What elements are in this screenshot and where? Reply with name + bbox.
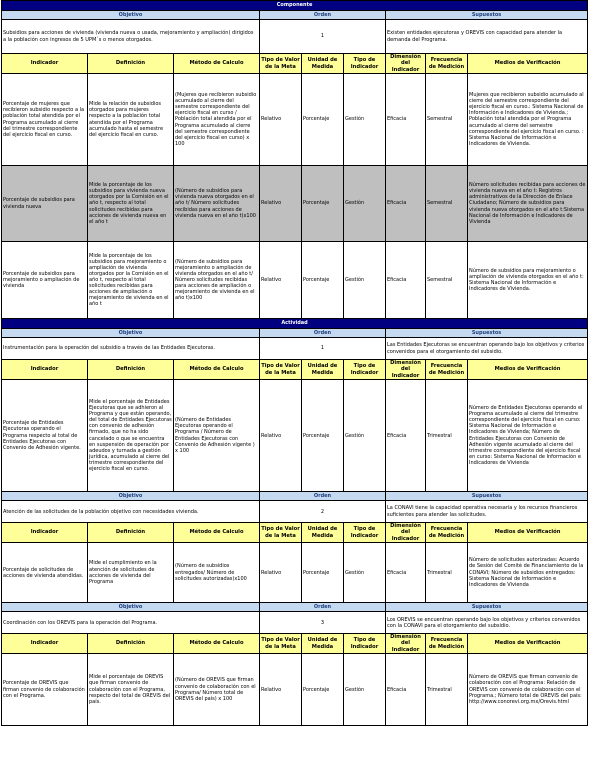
cell-tipo: Relativo	[260, 654, 302, 726]
col-header-medios: Medios de Verificación	[468, 634, 588, 654]
col-header-metodo: Método de Calculo	[174, 634, 260, 654]
col-header-tipo: Tipo de Valor de la Meta	[260, 634, 302, 654]
objetivo-header: Objetivo	[2, 329, 260, 338]
cell-tipo-indicador: Gestión	[344, 242, 386, 319]
cell-metodo: (Número de OREVIS que firman convenio de colaboración con el Programa/ Número total de OREVIS del país) x 100	[174, 654, 260, 726]
supuestos-header: Supuestos	[386, 603, 588, 612]
cell-unidad: Porcentaje	[302, 380, 344, 492]
orden-value: 1	[260, 20, 386, 54]
cell-frecuencia: Semestral	[426, 242, 468, 319]
orden-header: Orden	[260, 329, 386, 338]
cell-definicion: Mide el porcentaje de OREVIS que firman convenio de colaboración con el Programa, respecto del total de OREVIS del país.	[88, 654, 174, 726]
col-header-dimension: Dimensión del Indicador	[386, 634, 426, 654]
col-header-definicion: Definición	[88, 54, 174, 74]
col-header-unidad: Unidad de Medida	[302, 360, 344, 380]
cell-metodo: (Mujeres que recibieron subsidio acumulado al cierre del semestre correspondiente del ejercicio fiscal en curso / Población total atendida por el Programa acumulado al cierre del semestre correspondiente del ejercicio fiscal en curso) x 100	[174, 74, 260, 166]
cell-unidad: Porcentaje	[302, 543, 344, 603]
cell-metodo: (Número de subsidios para vivienda nueva otorgados en el año t/ Número solicitudes recibidas para acciones de vivienda nueva en el año t)x100	[174, 166, 260, 242]
cell-metodo: (Número de subsidios para mejoramiento o ampliación de vivienda otorgados en el año t/ Número solicitudes recibidas para acciones de ampliación o mejoramiento de vivienda en el año t)x100	[174, 242, 260, 319]
mir-table	[1, 0, 588, 726]
cell-tipo: Relativo	[260, 242, 302, 319]
col-header-indicador: Indicador	[2, 360, 88, 380]
cell-frecuencia: Trimestral	[426, 543, 468, 603]
col-header-medios: Medios de Verificación	[468, 54, 588, 74]
col-header-dimension: Dimensión del Indicador	[386, 54, 426, 74]
supuestos-header: Supuestos	[386, 329, 588, 338]
cell-metodo: (Número de subsidios entregados/ Número de solicitudes autorizadas)x100	[174, 543, 260, 603]
cell-tipo-indicador: Gestión	[344, 166, 386, 242]
col-header-tipo-indicador: Tipo de Indicador	[344, 54, 386, 74]
supuestos-text: Los OREVIS se encuentran operando bajo los objetivos y criterios convenidos con la CONAVI para el otorgamiento del subsidio.	[386, 612, 588, 634]
col-header-frecuencia: Frecuencia de Medición	[426, 54, 468, 74]
cell-tipo-indicador: Gestión	[344, 543, 386, 603]
cell-dimension: Eficacia	[386, 380, 426, 492]
cell-frecuencia: Semestral	[426, 74, 468, 166]
col-header-tipo: Tipo de Valor de la Meta	[260, 360, 302, 380]
table-row	[2, 74, 588, 166]
col-header-medios: Medios de Verificación	[468, 523, 588, 543]
cell-tipo: Relativo	[260, 543, 302, 603]
cell-indicador: Porcentaje de Entidades Ejecutoras operando el Programa respecto al total de Entidades Ejecutoras con Convenio de Adhesión vigente.	[2, 380, 88, 492]
cell-definicion: Mide la porcentaje de los subsidios para vivienda nueva otorgados por la Comisión en el año t, respecto al total solicitudes recibidas para acciones de vivienda nueva en el año t	[88, 166, 174, 242]
objetivo-header: Objetivo	[2, 492, 260, 501]
cell-definicion: Mide la porcentaje de los subsidios para mejoramiento o ampliación de vivienda otorgados por la Comisión en el año t, respecto al total solicitudes recibidas para acciones de ampliación o mejoramiento de vivienda en el año t	[88, 242, 174, 319]
supuestos-text: La CONAVI tiene la capacidad operativa necesaria y los recursos financieros suficientes para atender las solicitudes.	[386, 501, 588, 523]
cell-tipo-indicador: Gestión	[344, 380, 386, 492]
cell-frecuencia: Trimestral	[426, 654, 468, 726]
col-header-medios: Medios de Verificación	[468, 360, 588, 380]
col-header-indicador: Indicador	[2, 634, 88, 654]
cell-medios: Número de Entidades Ejecutoras operando el Programa acumulado al cierre del trimestre correspondiente del ejercicio fiscal en curso: Sistema Nacional de Información e Indicadores de Vivienda; Número de Entidades Ejecutoras con Convenio de Adhesión vigente acumulado al cierre del trimestre correspondiente del ejercicio fiscal en curso: Sistema Nacional de Información e Indicadores de Vivienda	[468, 380, 588, 492]
col-header-indicador: Indicador	[2, 54, 88, 74]
table-row	[2, 654, 588, 726]
cell-medios: Número solicitudes recibidas para acciones de vivienda nueva en el año t: Registros administrativos de la Dirección de Enlace Ciudadano; Número de subsidios para vivienda nueva otorgados en el año t:Sistema Nacional de Información e Indicadores de Vivienda	[468, 166, 588, 242]
objetivo-text: Coordinación con los OREVIS para la operación del Programa.	[2, 612, 260, 634]
col-header-unidad: Unidad de Medida	[302, 523, 344, 543]
cell-tipo: Relativo	[260, 380, 302, 492]
orden-value: 3	[260, 612, 386, 634]
col-header-metodo: Método de Calculo	[174, 54, 260, 74]
table-row	[2, 166, 588, 242]
col-header-frecuencia: Frecuencia de Medición	[426, 523, 468, 543]
cell-dimension: Eficacia	[386, 654, 426, 726]
cell-tipo-indicador: Gestión	[344, 74, 386, 166]
supuestos-header: Supuestos	[386, 11, 588, 20]
col-header-metodo: Método de Calculo	[174, 360, 260, 380]
cell-medios: Número de subsidios para mejoramiento o ampliación de vivienda otorgados en el año t: Sistema Nacional de Información e Indicadores de Vivienda.	[468, 242, 588, 319]
cell-indicador: Porcentaje de mujeres que recibieron subsidio respecto a la población total atendida por el Programa acumulado al cierre del trimestre correspondiente del ejercicio fiscal en curso.	[2, 74, 88, 166]
orden-header: Orden	[260, 11, 386, 20]
col-header-indicador: Indicador	[2, 523, 88, 543]
orden-header: Orden	[260, 603, 386, 612]
col-header-unidad: Unidad de Medida	[302, 634, 344, 654]
cell-metodo: (Número de Entidades Ejecutoras operando el Programa / Número de Entidades Ejecutoras con Convenio de Adhesión vigente ) x 100	[174, 380, 260, 492]
col-header-dimension: Dimensión del Indicador	[386, 360, 426, 380]
col-header-definicion: Definición	[88, 360, 174, 380]
objetivo-header: Objetivo	[2, 603, 260, 612]
supuestos-header: Supuestos	[386, 492, 588, 501]
col-header-tipo: Tipo de Valor de la Meta	[260, 523, 302, 543]
col-header-unidad: Unidad de Medida	[302, 54, 344, 74]
col-header-tipo-indicador: Tipo de Indicador	[344, 523, 386, 543]
cell-medios: Número de OREVIS que firman convenio de colaboración con el Programa: Relación de OREVIS con convenio de colaboración con el Programa.; Número total de OREVIS del país: http://www.conorevi.org.mx/Orevis.html	[468, 654, 588, 726]
cell-medios: Mujeres que recibieron subsidio acumulado al cierre del semestre correspondiente del ejercicio fiscal en curso.: Sistema Nacional de Información e Indicadores de Vivienda.; Población total atendida por el Programa acumulado al cierre del semestre correspondiente del ejercicio fiscal en curso. : Sistema Nacional de Información e Indicadores de Vivienda.	[468, 74, 588, 166]
objetivo-text: Atención de las solicitudes de la población objetivo con necesidades vivienda.	[2, 501, 260, 523]
cell-indicador: Porcentaje de subsidios para mejoramiento o ampliación de vivienda	[2, 242, 88, 319]
cell-definicion: Mide la relación de subsidios otorgados para mujeres respecto a la población total atendida por el Programa acumulado hasta el semestre del ejercicio fiscal en curso.	[88, 74, 174, 166]
cell-tipo: Relativo	[260, 166, 302, 242]
col-header-frecuencia: Frecuencia de Medición	[426, 360, 468, 380]
cell-unidad: Porcentaje	[302, 654, 344, 726]
cell-frecuencia: Semestral	[426, 166, 468, 242]
cell-unidad: Porcentaje	[302, 242, 344, 319]
col-header-tipo-indicador: Tipo de Indicador	[344, 360, 386, 380]
orden-header: Orden	[260, 492, 386, 501]
cell-definicion: Mide el cumplimiento en la atención de solicitudes de acciones de vivienda del Programa	[88, 543, 174, 603]
cell-unidad: Porcentaje	[302, 166, 344, 242]
supuestos-text: Las Entidades Ejecutoras se encuentran operando bajo los objetivos y criterios convenidos para el otorgamiento del subsidio.	[386, 338, 588, 360]
objetivo-text: Subsidios para acciones de vivienda (vivienda nueva o usada, mejoramiento y ampliación) dirigidos a la población con ingresos de 5 UPM´s o menos otorgados.	[2, 20, 260, 54]
supuestos-text: Existen entidades ejecutoras y OREVIS con capacidad para atender la demanda del Programa.	[386, 20, 588, 54]
col-header-tipo-indicador: Tipo de Indicador	[344, 634, 386, 654]
table-row	[2, 543, 588, 603]
cell-tipo: Relativo	[260, 74, 302, 166]
cell-dimension: Eficacia	[386, 543, 426, 603]
orden-value: 2	[260, 501, 386, 523]
col-header-metodo: Método de Calculo	[174, 523, 260, 543]
cell-unidad: Porcentaje	[302, 74, 344, 166]
cell-dimension: Eficacia	[386, 166, 426, 242]
section-title-actividad: Actividad	[2, 319, 588, 329]
objetivo-text: Instrumentación para la operación del subsidio a través de las Entidades Ejecutoras.	[2, 338, 260, 360]
cell-dimension: Eficacia	[386, 74, 426, 166]
table-row	[2, 242, 588, 319]
orden-value: 1	[260, 338, 386, 360]
cell-definicion: Mide el porcentaje de Entidades Ejecutoras que se adhieron al Programa y que están operando, del total de Entidades Ejecutoras con convenio de adhesión firmado, que no ha sido cancelado o que se encuentra en suspensión de operación por adeudos y turnada a gestión jurídica, acumulado al cierre del trimestre correspondiente del ejercicio fiscal en curso.	[88, 380, 174, 492]
table-row	[2, 380, 588, 492]
col-header-dimension: Dimensión del Indicador	[386, 523, 426, 543]
cell-frecuencia: Trimestral	[426, 380, 468, 492]
objetivo-header: Objetivo	[2, 11, 260, 20]
cell-tipo-indicador: Gestión	[344, 654, 386, 726]
cell-dimension: Eficacia	[386, 242, 426, 319]
cell-indicador: Porcentaje de solicitudes de acciones de vivienda atendidas.	[2, 543, 88, 603]
col-header-frecuencia: Frecuencia de Medición	[426, 634, 468, 654]
section-title-componente: Componente	[2, 1, 588, 11]
cell-indicador: Porcentaje de subsidios para vivienda nueva	[2, 166, 88, 242]
cell-medios: Número de solicitudes autorizadas: Acuerdo de Sesión del Comité de Financiamiento de la CONAVI; Número de subsidios entregados: Sistema Nacional de Información e Indicadores de Vivienda	[468, 543, 588, 603]
col-header-definicion: Definición	[88, 523, 174, 543]
cell-indicador: Porcentaje de OREVIS que firman convenio de colaboración con el Programa.	[2, 654, 88, 726]
col-header-definicion: Definición	[88, 634, 174, 654]
col-header-tipo: Tipo de Valor de la Meta	[260, 54, 302, 74]
